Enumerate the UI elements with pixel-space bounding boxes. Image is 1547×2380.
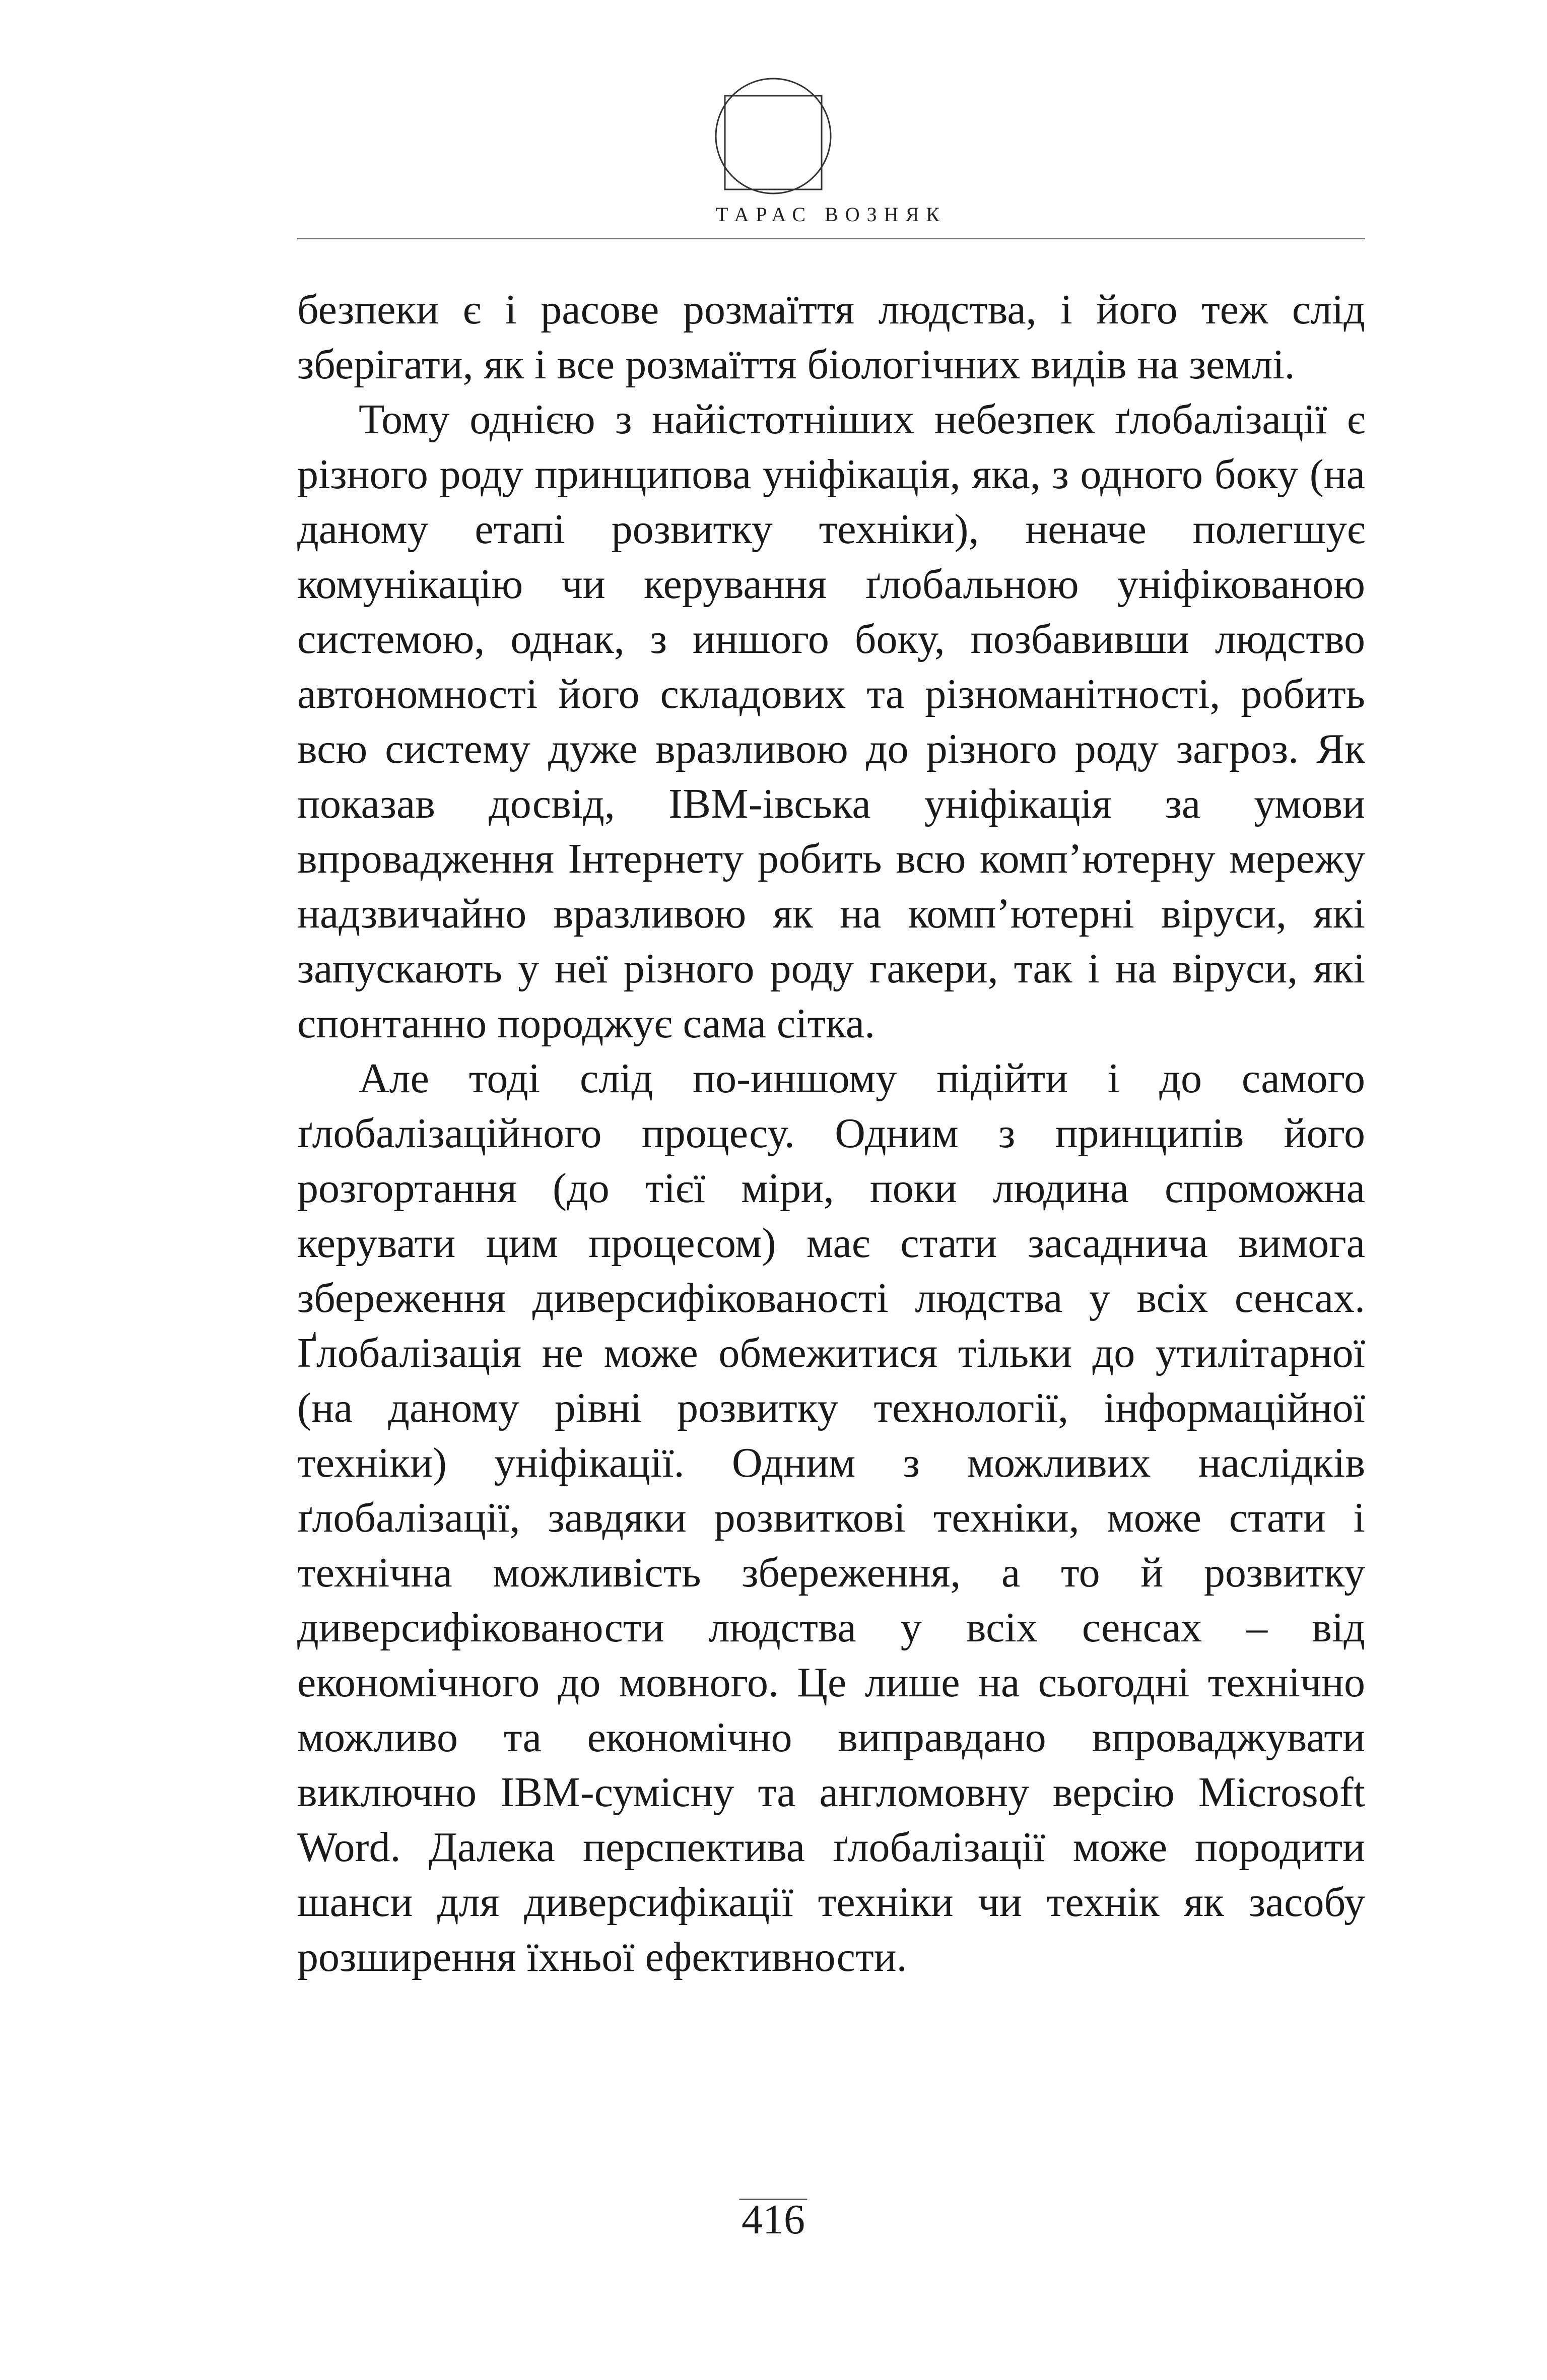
circle-in-square-emblem-icon — [713, 76, 834, 196]
header-rule — [297, 238, 1365, 239]
running-head-author: ТАРАС ВОЗНЯК — [716, 203, 947, 226]
body-text — [297, 282, 1365, 1985]
paragraph-2: Тому однією з найістотніших небезпек ґлобалізації є різного роду принципова уніфікація, яка, з одного боку (на даному етапі розвитку техніки), неначе полегшує комунікацію чи керування ґлобальною уніфікованою системою, однак, з иншого боку, позбавивши людство автономності його складових та різноманітності, робить всю систему дуже вразливою до різного роду загроз. Як показав досвід, IBM-івська уніфікація за умови впровадження Інтернету робить всю комп’ютерну мережу надзвичайно вразливою як на комп’ютерні віруси, які запускають у неї різного роду гакери, так і на віруси, які спонтанно породжує сама сітка. — [297, 396, 1365, 1047]
paragraph-1: безпеки є і расове розмаїття людства, і його теж слід зберігати, як і все розмаїття біологічних видів на землі. — [297, 286, 1365, 388]
page-number: 416 — [742, 2196, 805, 2243]
paragraph-3: Але тоді слід по-иншому підійти і до самого ґлобалізаційного процесу. Одним з принципів його розгортання (до тієї міри, поки людина спроможна керувати цим процесом) має стати засаднича вимога збереження диверсифікованості людства у всіх сенсах. Ґлобалізація не може обмежитися тільки до утилітарної (на даному рівні розвитку технології, інформаційної техніки) уніфікації. Одним з можливих наслідків ґлобалізації, завдяки розвиткові техніки, може стати і технічна можливість збереження, а то й розвитку диверсифікованости людства у всіх сенсах – від економічного до мовного. Це лише на сьогодні технічно можливо та економічно виправдано впроваджувати виключно IBM-сумісну та англомовну версію Microsoft Word. Далека перспектива ґлобалізації може породити шанси для диверсифікації техніки чи технік як засобу розширення їхньої ефективности. — [297, 1055, 1365, 1980]
